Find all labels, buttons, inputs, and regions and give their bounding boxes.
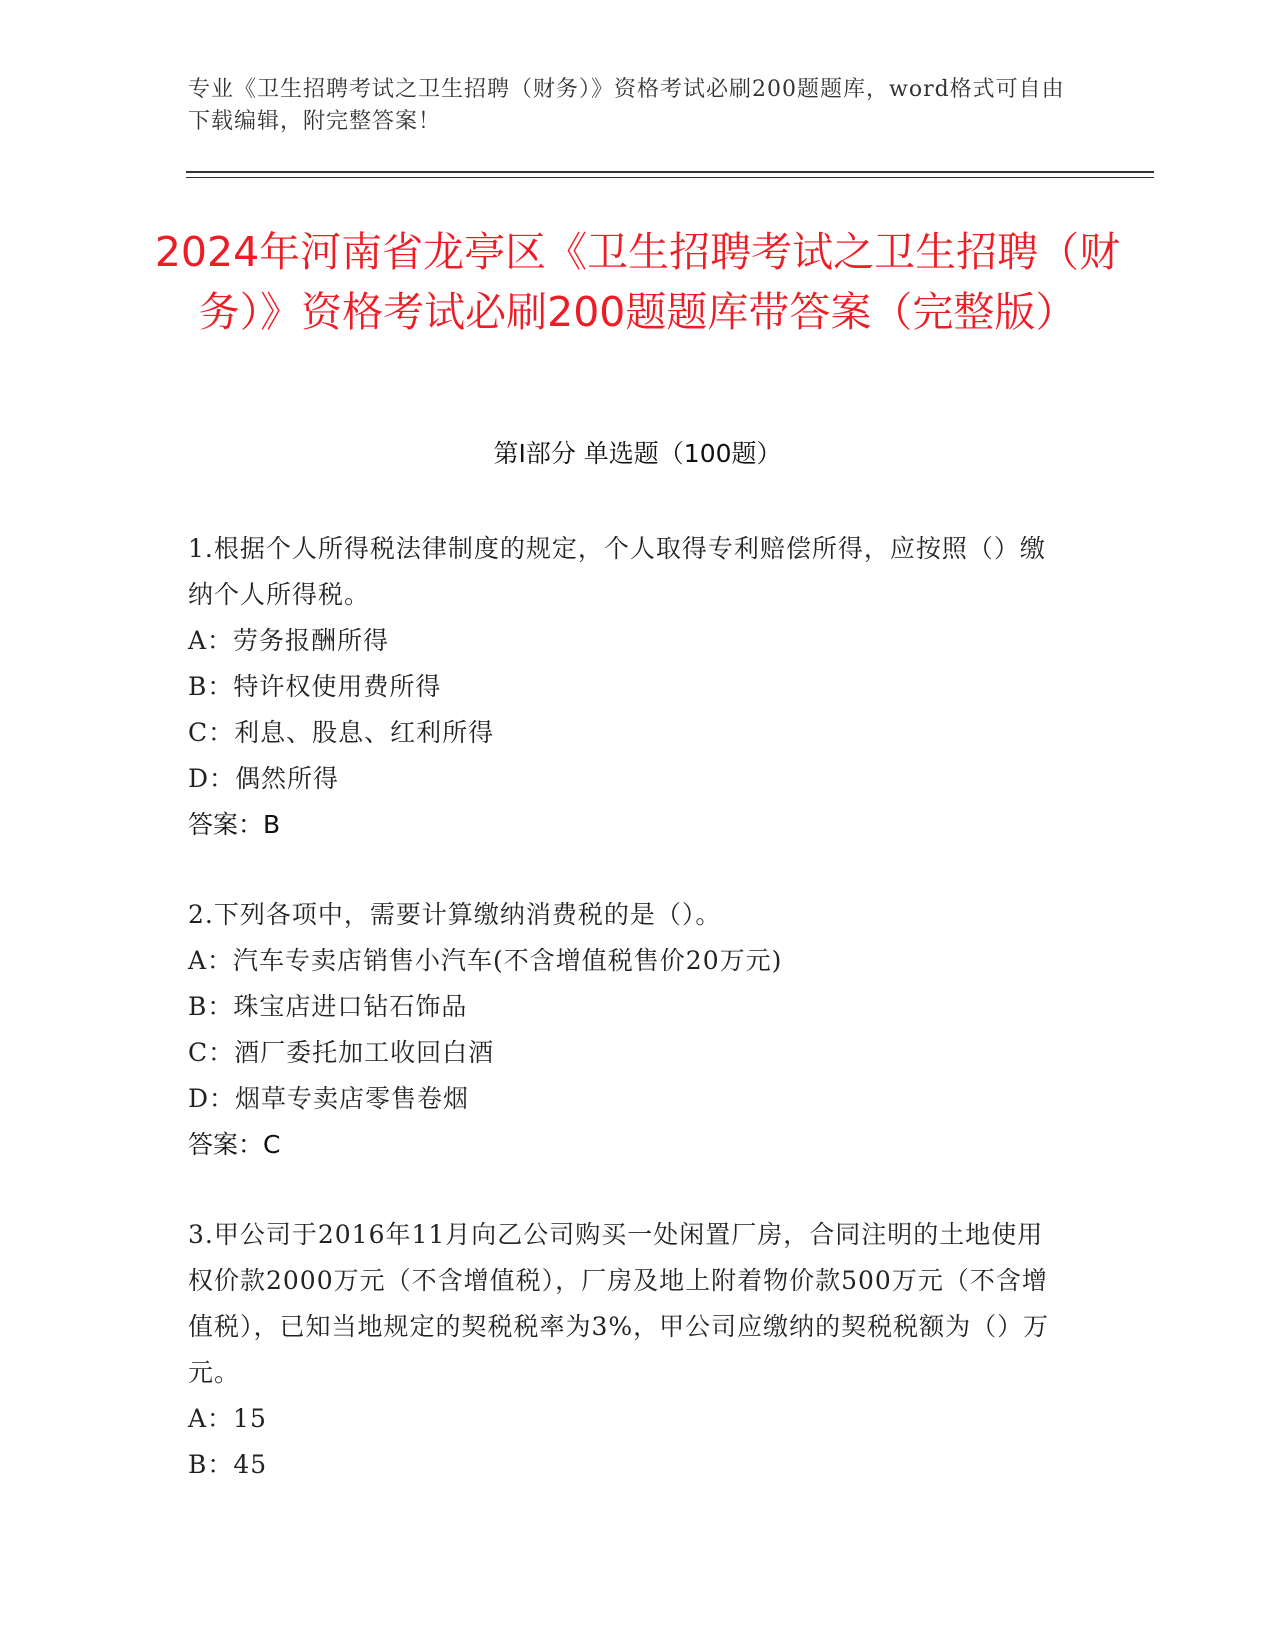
option-d: D：烟草专卖店零售卷烟 bbox=[188, 1084, 470, 1113]
option-a: A：15 bbox=[188, 1404, 267, 1433]
answer: 答案：B bbox=[188, 810, 281, 839]
option-c: C：利息、股息、红利所得 bbox=[188, 718, 495, 747]
question-text: 1.根据个人所得税法律制度的规定，个人取得专利赔偿所得，应按照（）缴纳个人所得税。 bbox=[188, 534, 1046, 609]
header-divider-top bbox=[186, 171, 1154, 173]
option-b: B：特许权使用费所得 bbox=[188, 672, 442, 701]
question-text: 2.下列各项中，需要计算缴纳消费税的是（）。 bbox=[188, 900, 722, 929]
header-divider-bottom bbox=[186, 177, 1154, 178]
question-text: 3.甲公司于2016年11月向乙公司购买一处闲置厂房，合同注明的土地使用权价款2000万元（不含增值税），厂房及地上附着物价款500万元（不含增值税），已知当地规定的契税税率为3%，甲公司应缴纳的契税税额为（）万元。 bbox=[188, 1220, 1050, 1387]
question-list bbox=[188, 526, 1068, 1532]
question-3 bbox=[188, 1212, 1068, 1488]
option-b: B：珠宝店进口钻石饰品 bbox=[188, 992, 468, 1021]
option-a: A：汽车专卖店销售小汽车(不含增值税售价20万元) bbox=[188, 946, 783, 975]
option-d: D：偶然所得 bbox=[188, 764, 340, 793]
question-1 bbox=[188, 526, 1068, 848]
answer: 答案：C bbox=[188, 1130, 281, 1159]
section-heading: 第I部分 单选题（100题） bbox=[493, 439, 782, 468]
option-a: A：劳务报酬所得 bbox=[188, 626, 390, 655]
option-b: B：45 bbox=[188, 1450, 268, 1479]
document-title: 2024年河南省龙亭区《卫生招聘考试之卫生招聘（财务）》资格考试必刷200题题库带答案（完整版） bbox=[154, 228, 1121, 336]
header-note: 专业《卫生招聘考试之卫生招聘（财务）》资格考试必刷200题题库，word格式可自由下载编辑，附完整答案！ bbox=[188, 77, 1065, 134]
question-2 bbox=[188, 892, 1068, 1168]
option-c: C：酒厂委托加工收回白酒 bbox=[188, 1038, 495, 1067]
